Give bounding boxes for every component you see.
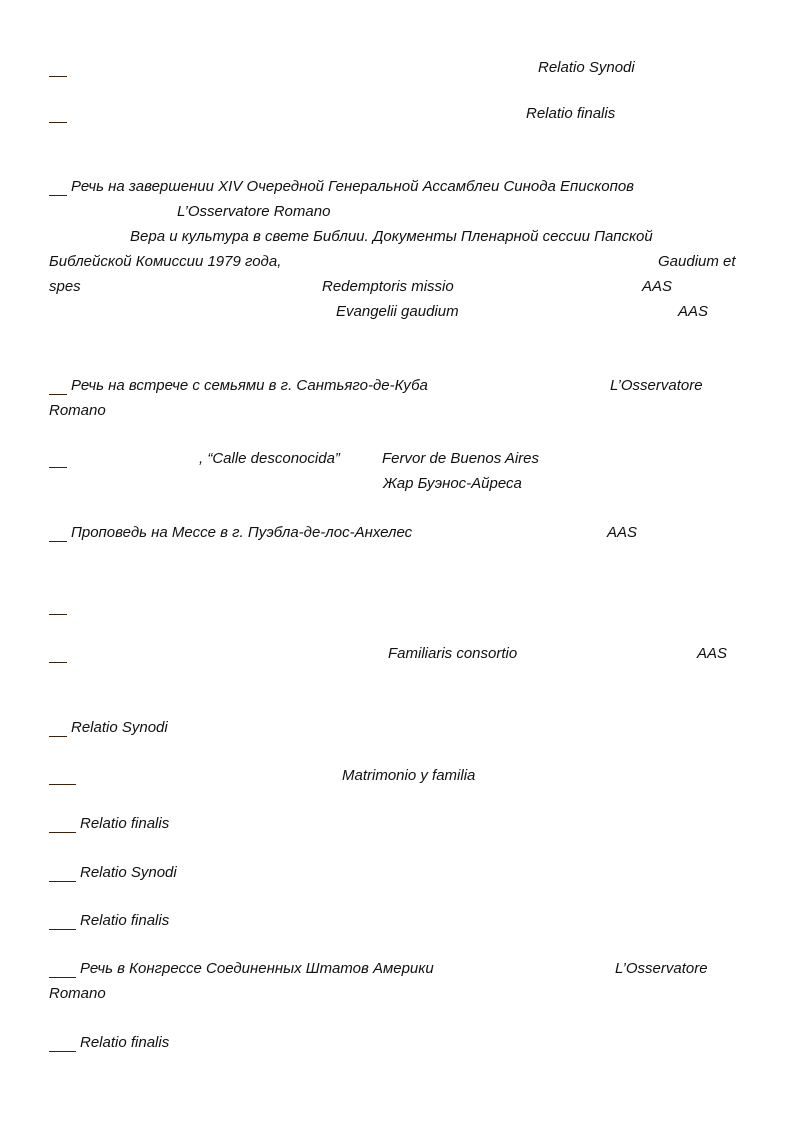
footnote-marker bbox=[49, 394, 67, 395]
footnote-3-line1: Речь на завершении XIV Очередной Генеральной Ассамблеи Синода Епископов bbox=[71, 178, 634, 195]
footnote-marker bbox=[49, 195, 67, 196]
footnote-marker bbox=[49, 467, 67, 468]
footnote-11-text: Relatio finalis bbox=[80, 815, 170, 832]
footnote-3-redemptoris: Redemptoris missio bbox=[322, 278, 454, 295]
footnote-9-text: Relatio Synodi bbox=[71, 719, 168, 736]
footnote-3-aas-2: AAS bbox=[678, 303, 709, 320]
footnote-marker bbox=[49, 662, 67, 663]
footnote-14-source-a: L’Osservatore bbox=[615, 960, 708, 977]
footnote-marker bbox=[49, 881, 76, 882]
footnote-12-text: Relatio Synodi bbox=[80, 864, 177, 881]
footnote-4-source-b: Romano bbox=[49, 402, 106, 419]
footnote-marker bbox=[49, 929, 76, 930]
footnote-marker bbox=[49, 784, 76, 785]
footnote-3-evangelii: Evangelii gaudium bbox=[336, 303, 459, 320]
footnote-2-text: Relatio finalis bbox=[526, 105, 616, 122]
footnote-marker bbox=[49, 832, 76, 833]
footnote-5-book-ru: Жар Буэнос-Айреса bbox=[383, 475, 522, 492]
footnote-6-text: Проповедь на Мессе в г. Пуэбла-де-лос-Анхелес bbox=[71, 524, 413, 541]
footnote-14-source-b: Romano bbox=[49, 985, 106, 1002]
footnote-6-source: AAS bbox=[607, 524, 638, 541]
footnote-marker bbox=[49, 736, 67, 737]
footnote-13-text: Relatio finalis bbox=[80, 912, 170, 929]
footnote-3-faith-culture-a: Вера и культура в свете Библии. Документы Пленарной сессии Папской bbox=[130, 228, 653, 245]
footnote-3-osservatore: L’Osservatore Romano bbox=[177, 203, 331, 220]
footnote-14-text: Речь в Конгрессе Соединенных Штатов Америки bbox=[80, 960, 434, 977]
footnote-marker bbox=[49, 76, 67, 77]
footnote-5-poem: , “Calle desconocida” bbox=[199, 450, 340, 467]
footnote-3-gaudium-b: spes bbox=[49, 278, 81, 295]
footnote-4-text: Речь на встрече с семьями в г. Сантьяго-де-Куба bbox=[71, 377, 428, 394]
footnote-8-text: Familiaris consortio bbox=[388, 645, 518, 662]
footnote-marker bbox=[49, 1051, 76, 1052]
footnote-marker bbox=[49, 977, 76, 978]
footnote-8-source: AAS bbox=[697, 645, 728, 662]
footnote-marker bbox=[49, 541, 67, 542]
footnote-15-text: Relatio finalis bbox=[80, 1034, 170, 1051]
footnote-3-faith-culture-b: Библейской Комиссии 1979 года, bbox=[49, 253, 282, 270]
footnote-10-text: Matrimonio y familia bbox=[342, 767, 476, 784]
footnote-1-text: Relatio Synodi bbox=[538, 59, 635, 76]
footnote-3-gaudium-a: Gaudium et bbox=[658, 253, 736, 270]
footnote-4-source-a: L’Osservatore bbox=[610, 377, 703, 394]
footnote-marker bbox=[49, 122, 67, 123]
footnote-5-book: Fervor de Buenos Aires bbox=[382, 450, 540, 467]
footnote-marker bbox=[49, 614, 67, 615]
footnote-3-aas-1: AAS bbox=[642, 278, 673, 295]
